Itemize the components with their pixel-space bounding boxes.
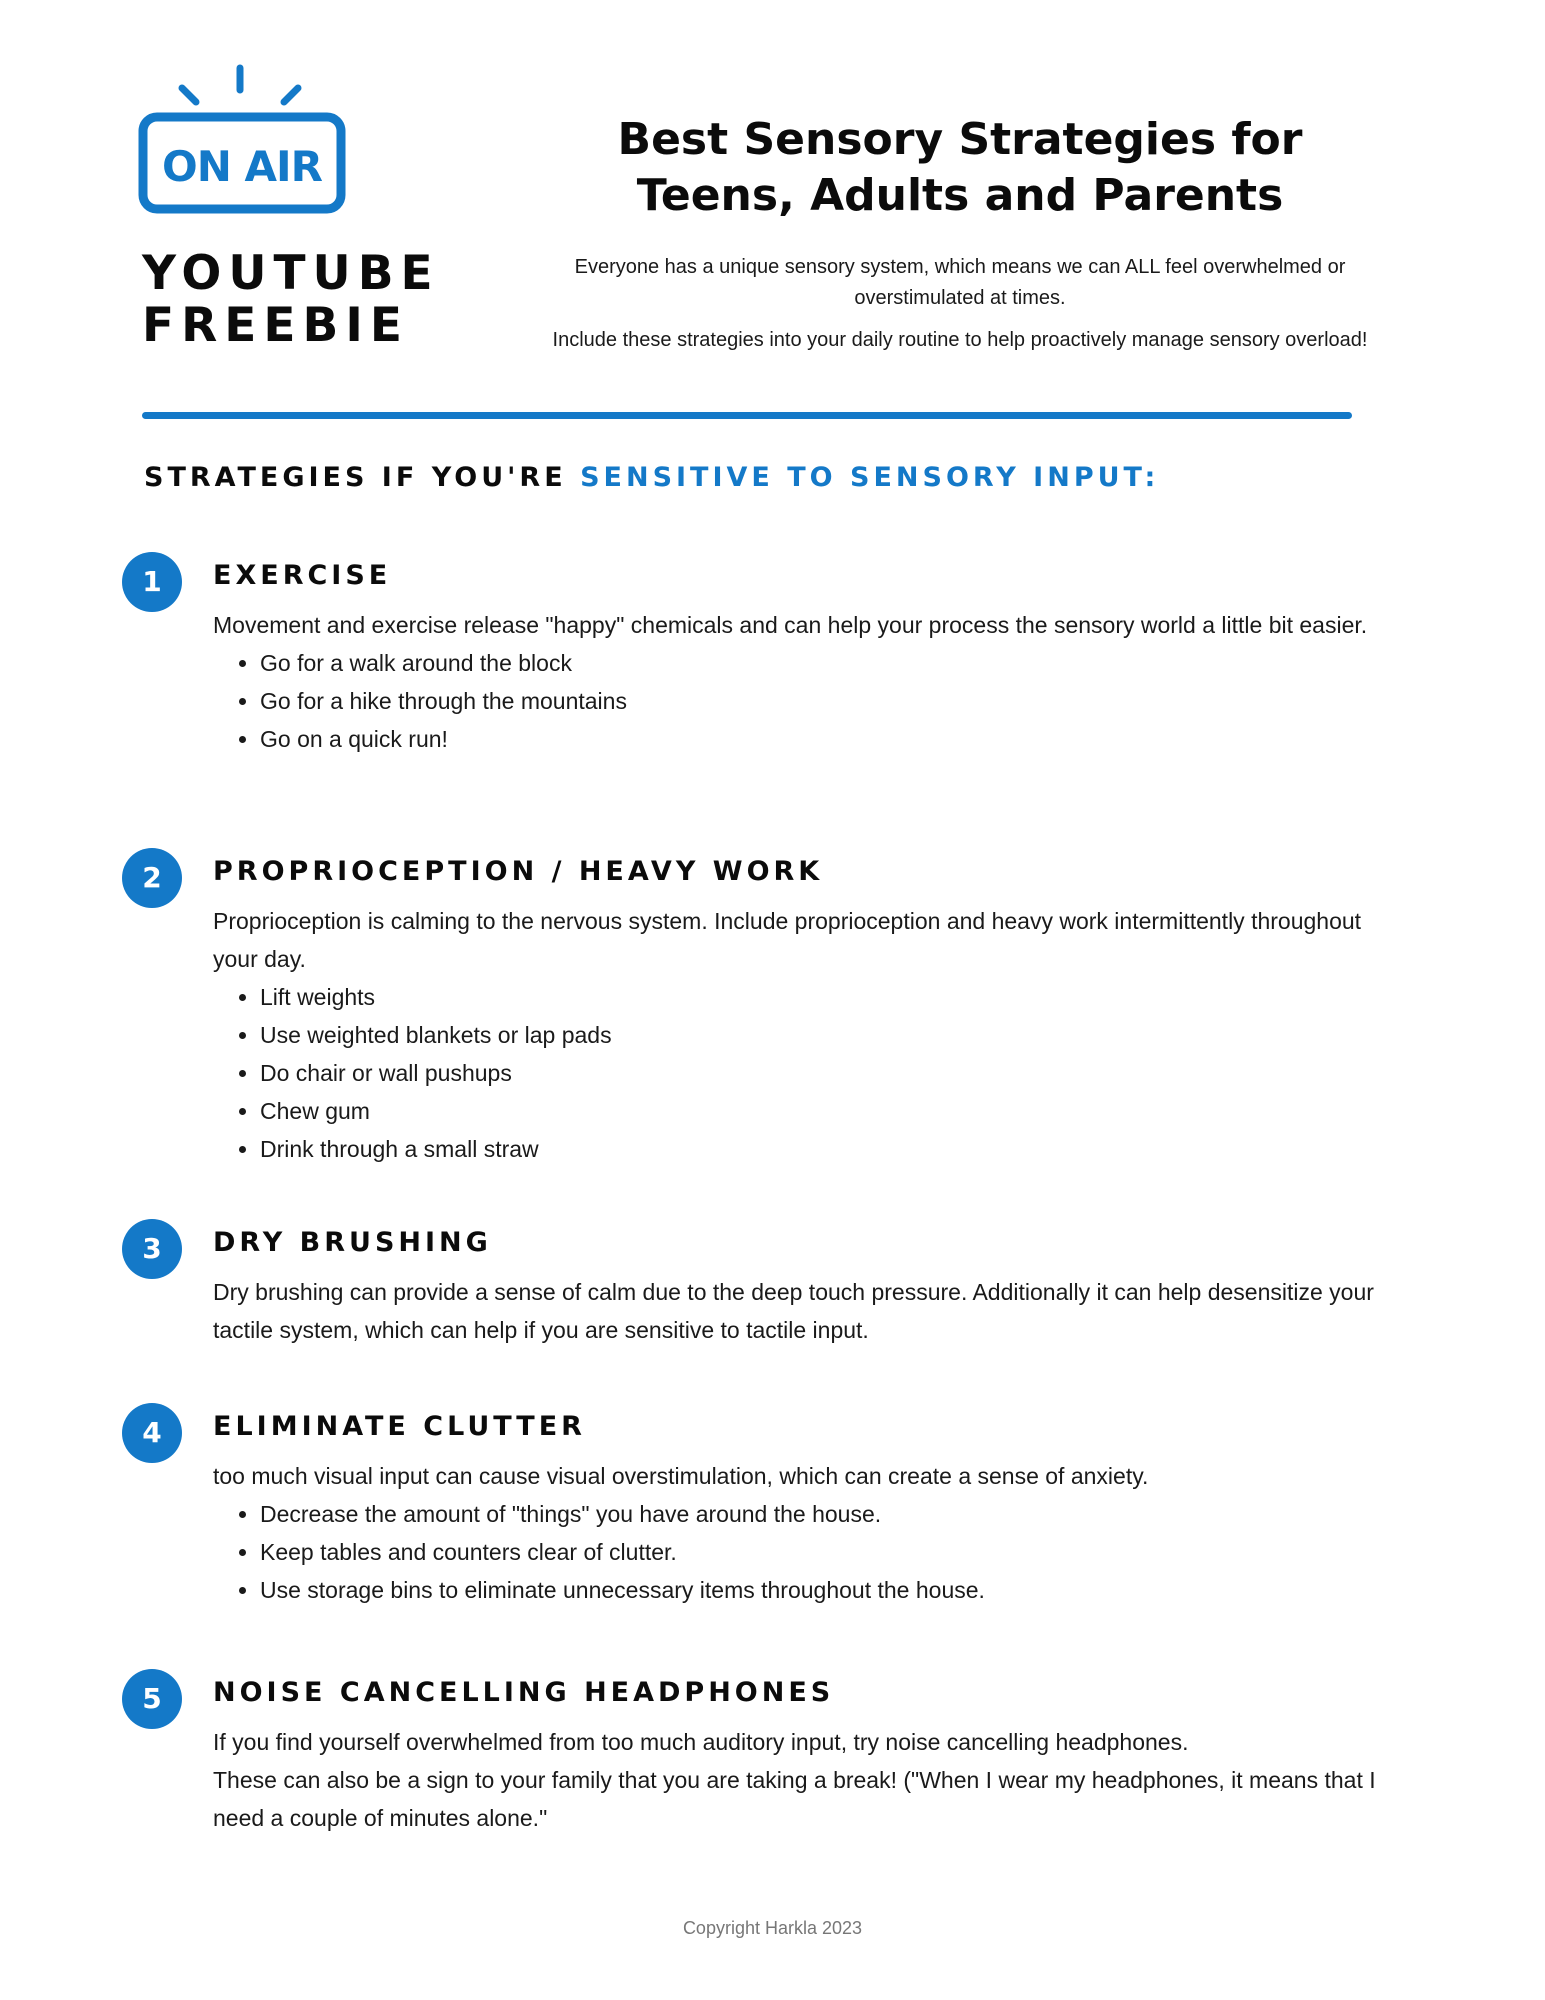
- page-title: [520, 112, 1400, 224]
- brand-label: [142, 248, 440, 352]
- section-heading: [144, 462, 1159, 493]
- strategy-body: [213, 1723, 1393, 1837]
- divider: [142, 412, 1352, 419]
- list-item: • Go on a quick run!: [260, 720, 1393, 758]
- list-item: • Go for a hike through the mountains: [260, 682, 1393, 720]
- on-air-logo: [136, 60, 356, 220]
- strategy-bullet-list: [213, 978, 1393, 1168]
- strategy-description: Proprioception is calming to the nervous system. Include proprioception and heavy work intermittently throughout your day.: [213, 908, 1362, 972]
- intro-paragraph-1: Everyone has a unique sensory system, which means we can ALL feel overwhelmed or overstimulated at times.: [574, 256, 1346, 309]
- strategy-number-badge: 1: [122, 552, 182, 612]
- strategy-number-badge: 4: [122, 1403, 182, 1463]
- strategy-description: Dry brushing can provide a sense of calm due to the deep touch pressure. Additionally it can help desensitize your tactile system, which can help if you are sensitive to tactile input.: [213, 1279, 1374, 1343]
- strategy-bullet-list: [213, 1495, 1393, 1609]
- strategy-description: If you find yourself overwhelmed from too much auditory input, try noise cancelling headphones.: [213, 1729, 1189, 1755]
- list-item: • Drink through a small straw: [260, 1130, 1393, 1168]
- page-title-line-1: Best Sensory Strategies for: [617, 114, 1303, 165]
- strategy-body: [213, 1273, 1393, 1349]
- list-item: • Chew gum: [260, 1092, 1393, 1130]
- page-title-line-2: Teens, Adults and Parents: [636, 170, 1284, 221]
- strategy-number-badge: 3: [122, 1219, 182, 1279]
- list-item: • Go for a walk around the block: [260, 644, 1393, 682]
- intro-paragraph-2: Include these strategies into your daily routine to help proactively manage sensory overload!: [552, 329, 1368, 351]
- logo-badge-text: ON AIR: [162, 142, 322, 191]
- strategy-description: Movement and exercise release "happy" chemicals and can help your process the sensory world a little bit easier.: [213, 612, 1368, 638]
- strategy-title: NOISE CANCELLING HEADPHONES: [213, 1677, 835, 1708]
- section-heading-prefix: STRATEGIES IF YOU'RE: [144, 462, 581, 493]
- strategy-body: [213, 902, 1393, 1168]
- list-item: • Lift weights: [260, 978, 1393, 1016]
- strategy-body: [213, 606, 1393, 758]
- strategy-number-badge: 2: [122, 848, 182, 908]
- strategy-title: EXERCISE: [213, 560, 392, 591]
- strategy-body: [213, 1457, 1393, 1609]
- brand-line-2: FREEBIE: [142, 298, 409, 353]
- list-item: • Use weighted blankets or lap pads: [260, 1016, 1393, 1054]
- list-item: • Decrease the amount of "things" you have around the house.: [260, 1495, 1393, 1533]
- strategy-title: DRY BRUSHING: [213, 1227, 492, 1258]
- strategy-title: ELIMINATE CLUTTER: [213, 1411, 586, 1442]
- list-item: • Do chair or wall pushups: [260, 1054, 1393, 1092]
- list-item: • Keep tables and counters clear of clutter.: [260, 1533, 1393, 1571]
- copyright-footer: Copyright Harkla 2023: [682, 1918, 863, 1938]
- intro-text: [528, 252, 1392, 367]
- brand-line-1: YOUTUBE: [142, 246, 440, 301]
- list-item: • Use storage bins to eliminate unnecessary items throughout the house.: [260, 1571, 1393, 1609]
- section-heading-accent: SENSITIVE TO SENSORY INPUT:: [580, 462, 1160, 493]
- strategy-description-continued: These can also be a sign to your family that you are taking a break! ("When I wear my headphones, it means that I need a couple of minutes alone.": [213, 1767, 1376, 1831]
- broadcast-tv-icon: [136, 60, 356, 220]
- strategy-title: PROPRIOCEPTION / HEAVY WORK: [213, 856, 824, 887]
- strategy-bullet-list: [213, 644, 1393, 758]
- strategy-number-badge: 5: [122, 1669, 182, 1729]
- strategy-description: too much visual input can cause visual overstimulation, which can create a sense of anxiety.: [213, 1463, 1149, 1489]
